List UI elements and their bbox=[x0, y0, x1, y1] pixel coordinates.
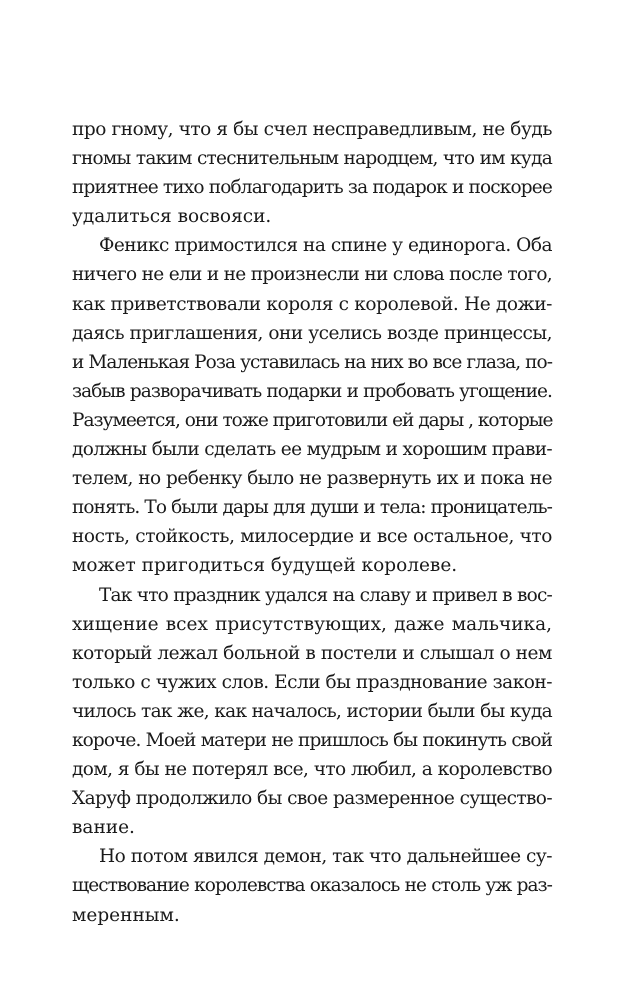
text-line: должны были сделать ее мудрым и хорошим прави- bbox=[72, 439, 552, 461]
text-line: гномы таким стеснительным народцем, что им куда bbox=[72, 148, 552, 170]
text-line: ность, стойкость, милосердие и все остальное, что bbox=[72, 526, 552, 548]
text-line: короче. Моей матери не пришлось бы покинуть свой bbox=[72, 729, 552, 751]
text-line: про гному, что я бы счел несправедливым, не будь bbox=[72, 119, 552, 140]
text-line: Но потом явился демон, так что дальнейшее су- bbox=[99, 846, 552, 868]
text-line: меренным. bbox=[72, 904, 180, 926]
text-line: забыв разворачивать подарки и пробовать угощение. bbox=[72, 380, 552, 402]
text-line: удалиться восвояси. bbox=[72, 206, 272, 228]
text-line: только с чужих слов. Если бы празднование закон- bbox=[72, 671, 552, 693]
text-line: может пригодиться будущей королеве. bbox=[72, 555, 458, 577]
text-line: Харуф продолжило бы свое размеренное существо- bbox=[72, 788, 552, 810]
text-line: телем, но ребенку было не развернуть их и пока не bbox=[72, 468, 552, 490]
paragraph-4 bbox=[72, 842, 552, 929]
text-line: приятнее тихо поблагодарить за подарок и поскорее bbox=[72, 177, 552, 199]
text-line: который лежал больной в постели и слышал о нем bbox=[72, 642, 552, 664]
text-line: дом, я бы не потерял все, что любил, а королевство bbox=[72, 759, 552, 781]
text-line: ществование королевства оказалось не столь уж раз- bbox=[72, 875, 552, 897]
paragraph-2 bbox=[72, 231, 552, 580]
text-line: Разумеется, они тоже приготовили ей дары , которые bbox=[72, 409, 553, 431]
text-line: Так что праздник удался на славу и привел в вос- bbox=[99, 584, 552, 606]
text-line: понять. То были дары для души и тела: проницатель- bbox=[72, 497, 552, 519]
text-line: даясь приглашения, они уселись возде принцессы, bbox=[72, 322, 552, 344]
text-line: чилось так же, как началось, истории были бы куда bbox=[72, 700, 552, 722]
text-line: ничего не ели и не произнесли ни слова после того, bbox=[72, 264, 552, 286]
text-line: хищение всех присутствующих, даже мальчика, bbox=[72, 613, 552, 635]
text-line: и Маленькая Роза уставилась на них во все глаза, по- bbox=[72, 351, 552, 373]
text-line: Феникс примостился на спине у единорога. Оба bbox=[99, 235, 552, 257]
paragraph-3 bbox=[72, 581, 552, 843]
paragraph-1 bbox=[72, 115, 552, 231]
text-line: как приветствовали короля с королевой. Не дожи- bbox=[72, 293, 552, 315]
text-line: вание. bbox=[72, 817, 135, 839]
book-page-text bbox=[72, 115, 552, 930]
